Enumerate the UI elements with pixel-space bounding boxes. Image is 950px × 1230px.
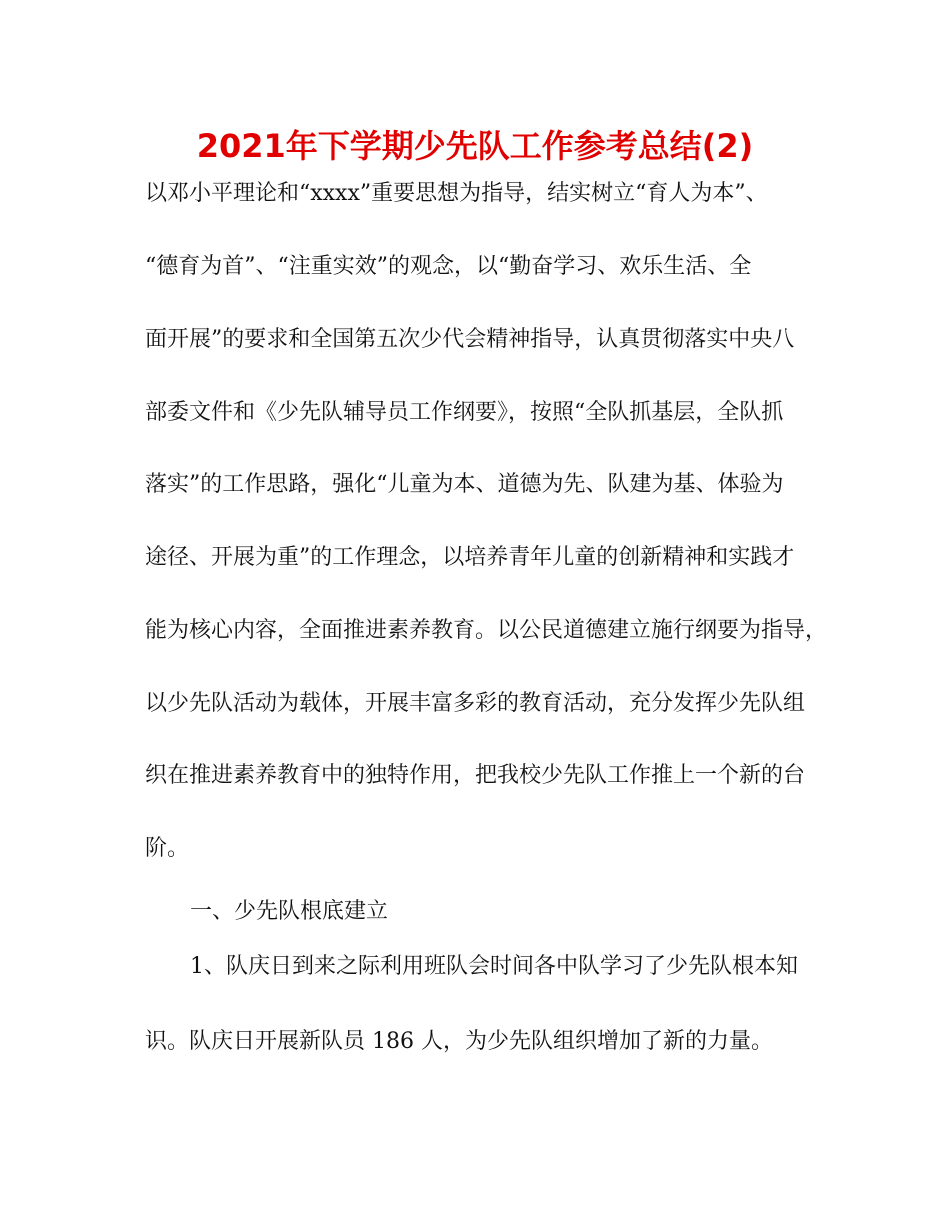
paragraph-line: 面开展”的要求和全国第五次少代会精神指导，认真贯彻落实中央八 xyxy=(145,327,795,352)
section-heading: 一、少先队根底建立 xyxy=(190,899,389,924)
paragraph-line: 能为核心内容，全面推进素养教育。以公民道德建立施行纲要为指导， xyxy=(145,618,828,643)
paragraph-line: 识。队庆日开展新队员 186 人，为少先队组织增加了新的力量。 xyxy=(145,1029,773,1054)
paragraph-line: 1、队庆日到来之际利用班队会时间各中队学习了少先队根本知 xyxy=(190,954,798,979)
paragraph-line: 途径、开展为重”的工作理念，以培养青年儿童的创新精神和实践才 xyxy=(145,545,795,570)
paragraph-line: 以邓小平理论和“xxxx”重要思想为指导，结实树立“育人为本”、 xyxy=(145,181,768,206)
paragraph-line: 落实”的工作思路，强化“儿童为本、道德为先、队建为基、体验为 xyxy=(145,472,784,497)
paragraph-line: “德育为首”、“注重实效”的观念，以“勤奋学习、欢乐生活、全 xyxy=(145,254,752,279)
paragraph-line: 织在推进素养教育中的独特作用，把我校少先队工作推上一个新的台 xyxy=(145,763,806,788)
paragraph-line: 阶。 xyxy=(145,836,190,861)
paragraph-line: 部委文件和《少先队辅导员工作纲要》，按照“全队抓基层，全队抓 xyxy=(145,400,784,425)
document-title: 2021年下学期少先队工作参考总结(2) xyxy=(196,127,754,165)
paragraph-line: 以少先队活动为载体，开展丰富多彩的教育活动，充分发挥少先队组 xyxy=(145,691,806,716)
